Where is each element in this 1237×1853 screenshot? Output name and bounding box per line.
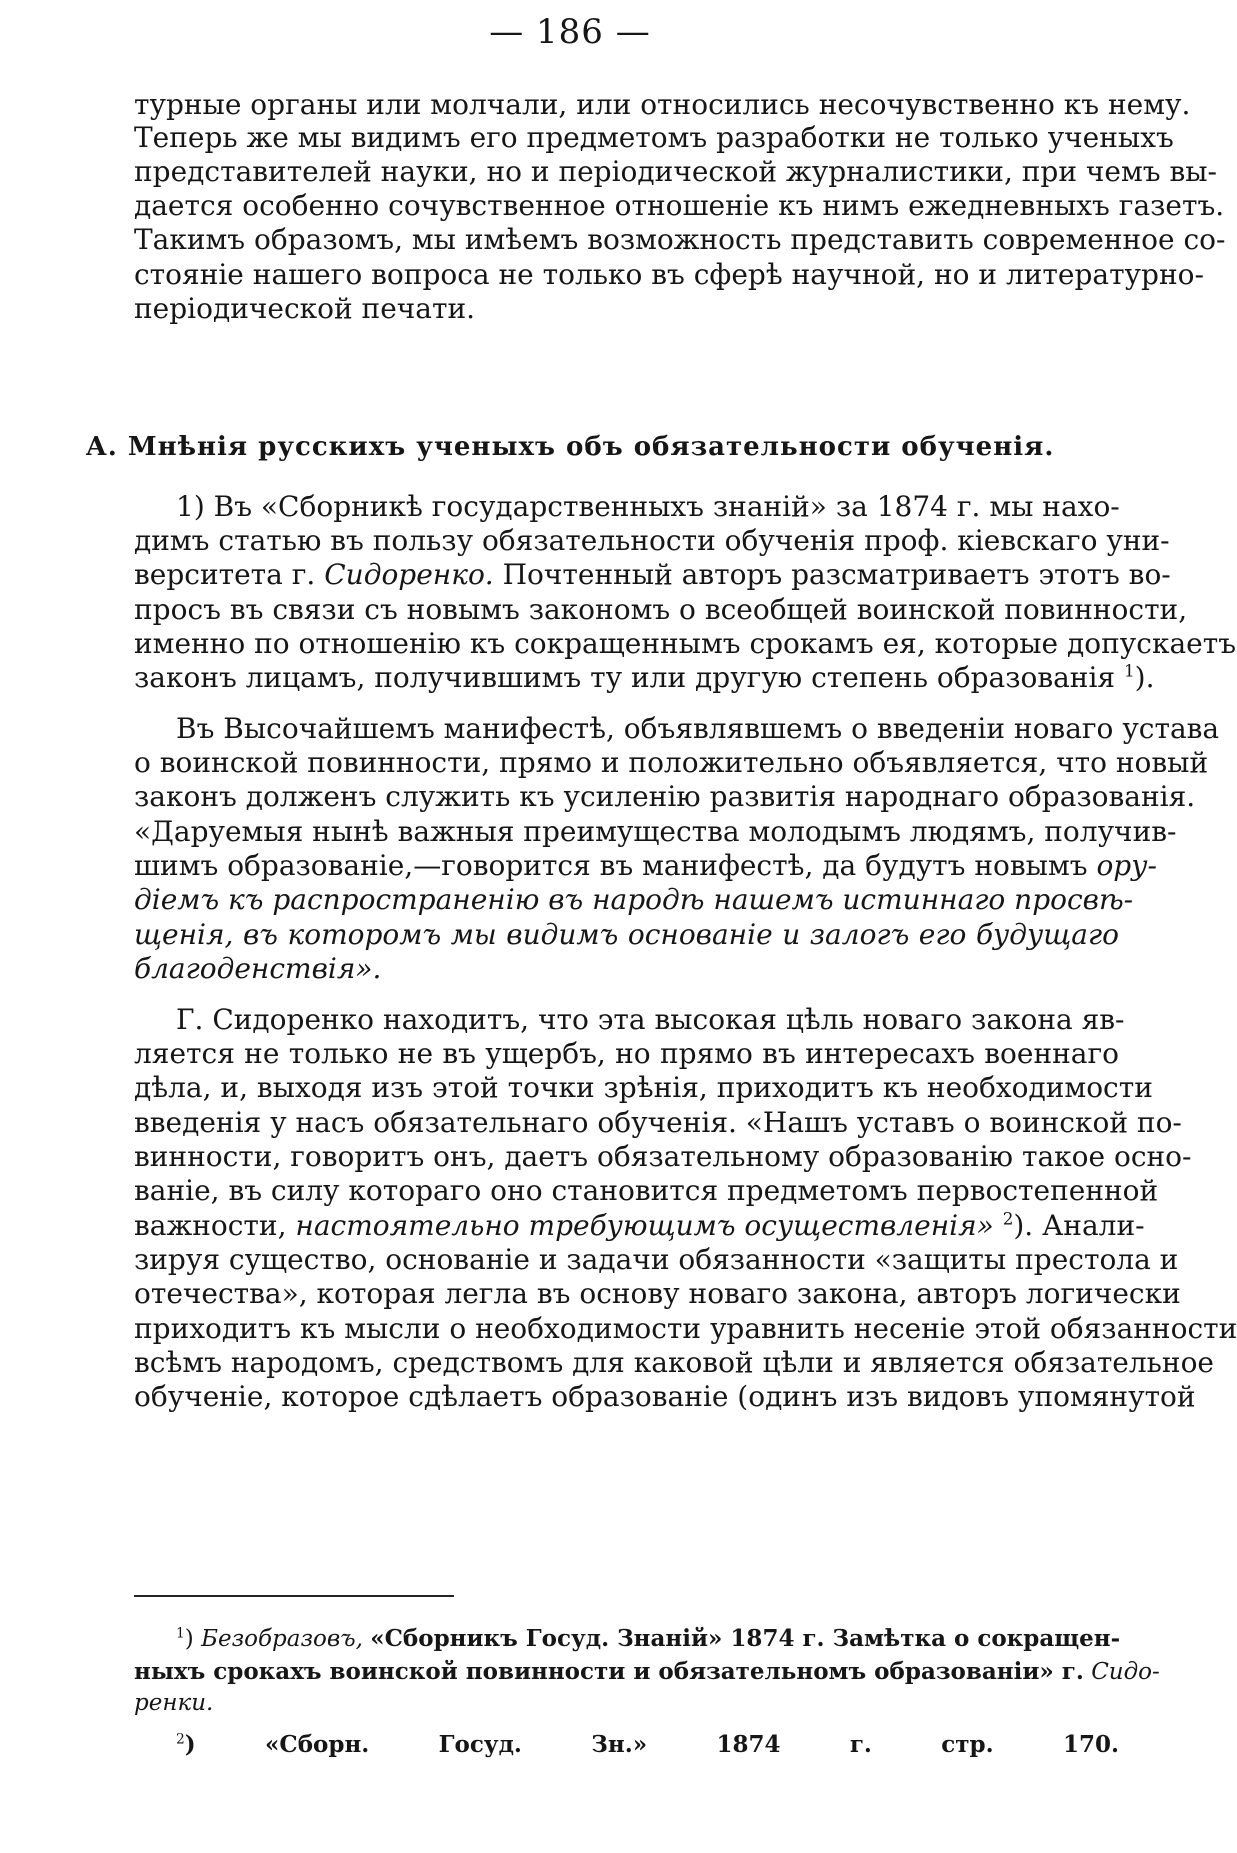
italic-segment: щенія, въ которомъ мы видимъ основаніе и залогъ его будущаго — [134, 918, 1119, 951]
text-line: обученіе, которое сдѣлаетъ образованіе (одинъ изъ видовъ упомянутой — [134, 1380, 1196, 1413]
footnote-ref: 2 — [1002, 1208, 1014, 1229]
text-line: именно по отношенію къ сокращеннымъ срокамъ ея, которые допускаетъ — [134, 627, 1237, 660]
text-line: введенія у насъ обязательнаго обученія. «Нашъ уставъ о воинской по- — [134, 1106, 1182, 1139]
text-segment: законъ лицамъ, получившимъ ту или другую степень образованія — [134, 661, 1116, 694]
text-line — [134, 1208, 1145, 1242]
text-line — [134, 952, 1119, 985]
text-line: 1) Въ «Сборникѣ государственныхъ знаній» за 1874 г. мы нахо- — [176, 490, 1120, 523]
text-segment: шимъ образованіе,—говорится въ манифестѣ, да будутъ новымъ — [134, 849, 1088, 882]
text-line: дѣла, и, выходя изъ этой точки зрѣнія, приходитъ къ необходимости — [134, 1071, 1153, 1104]
text-segment: «Сборникъ Госуд. Знаній» 1874 г. Замѣтка о сокращен- — [370, 1625, 1121, 1652]
text-segment: верситета г. — [134, 558, 316, 591]
text-line: отечества», которая легла въ основу новаго закона, авторъ логически — [134, 1277, 1181, 1310]
text-line: о воинской повинности, прямо и положительно объявляется, что новый — [134, 746, 1209, 779]
italic-segment: ору- — [1096, 849, 1157, 882]
text-line: всѣмъ народомъ, средствомъ для каковой цѣли и является обязательное — [134, 1346, 1214, 1379]
text-line: винности, говоритъ онъ, даетъ обязательному образованію такое осно- — [134, 1140, 1192, 1173]
italic-segment: діемъ къ распространенію въ народѣ нашемъ истиннаго просвѣ- — [134, 883, 1134, 916]
text-line — [134, 660, 1155, 694]
author-name: Безобразовъ, — [201, 1626, 363, 1652]
text-line: турные органы или молчали, или относились несочувственно къ нему. — [134, 88, 1191, 121]
text-line: зируя существо, основаніе и задачи обязанности «защиты престола и — [134, 1243, 1179, 1276]
author-name: Сидоренко. — [324, 558, 494, 591]
text-line: ваніе, въ силу котораго оно становится предметомъ первостепенной — [134, 1174, 1159, 1207]
italic-segment: настоятельно требующимъ осуществленія» — [295, 1209, 994, 1242]
author-name: Сидо- — [1091, 1659, 1160, 1685]
footnote-1-line — [134, 1658, 1160, 1685]
text-segment: важности, — [134, 1209, 287, 1242]
text-segment: ) — [184, 1626, 194, 1652]
text-line: стояніе нашего вопроса не только въ сферѣ научной, но и литературно- — [134, 258, 1204, 291]
text-line: законъ долженъ служить къ усиленію развитія народнаго образованія. — [134, 780, 1196, 813]
text-line: Въ Высочайшемъ манифестѣ, объявлявшемъ о введеніи новаго устава — [176, 712, 1220, 745]
text-line: представителей науки, но и періодической журналистики, при чемъ вы- — [134, 155, 1217, 188]
footnote-1-line — [176, 1625, 1119, 1652]
text-line: приходитъ къ мысли о необходимости уравнить несеніе этой обязанности — [134, 1312, 1237, 1345]
footnote-ref: 1 — [1123, 660, 1135, 681]
page-number: — 186 — — [489, 12, 651, 52]
text-segment: ). Анали- — [1013, 1209, 1145, 1242]
text-line — [134, 918, 1119, 951]
footnote-mark: 1 — [176, 1625, 185, 1642]
text-line: ляется не только не въ ущербъ, но прямо въ интересахъ военнаго — [134, 1037, 1119, 1070]
text-line — [134, 558, 1171, 591]
italic-segment: благоденствія». — [134, 952, 382, 985]
footnote-divider — [134, 1595, 454, 1597]
text-line: Такимъ образомъ, мы имѣемъ возможность представить современное со- — [134, 223, 1226, 256]
footnote-1-line — [134, 1690, 1119, 1716]
text-line — [134, 883, 1134, 916]
text-segment: ). — [1134, 661, 1155, 694]
text-segment: ) «Сборн. Госуд. Зн.» 1874 г. стр. 170. — [184, 1731, 1119, 1758]
text-line: димъ статью въ пользу обязательности обученія проф. кіевскаго уни- — [134, 524, 1170, 557]
text-segment: ныхъ срокахъ воинской повинности и обязательномъ образованіи» г. — [134, 1658, 1084, 1685]
text-segment: Почтенный авторъ разсматриваетъ этотъ во- — [502, 558, 1171, 591]
footnote-mark: 2 — [176, 1731, 185, 1748]
text-line — [134, 849, 1157, 882]
section-heading: А. Мнѣнія русскихъ ученыхъ объ обязательности обученія. — [85, 432, 1055, 462]
text-line: періодической печати. — [134, 292, 476, 325]
text-line: «Даруемыя нынѣ важныя преимущества молодымъ людямъ, получив- — [134, 815, 1177, 848]
text-line: дается особенно сочувственное отношеніе къ нимъ ежедневныхъ газетъ. — [134, 189, 1225, 222]
text-line: Теперь же мы видимъ его предметомъ разработки не только ученыхъ — [134, 121, 1174, 154]
footnote-2-line — [176, 1731, 1119, 1758]
text-line: просъ въ связи съ новымъ закономъ о всеобщей воинской повинности, — [134, 593, 1188, 626]
text-line: Г. Сидоренко находитъ, что эта высокая цѣль новаго закона яв- — [176, 1003, 1125, 1036]
author-name: ренки. — [134, 1690, 214, 1716]
